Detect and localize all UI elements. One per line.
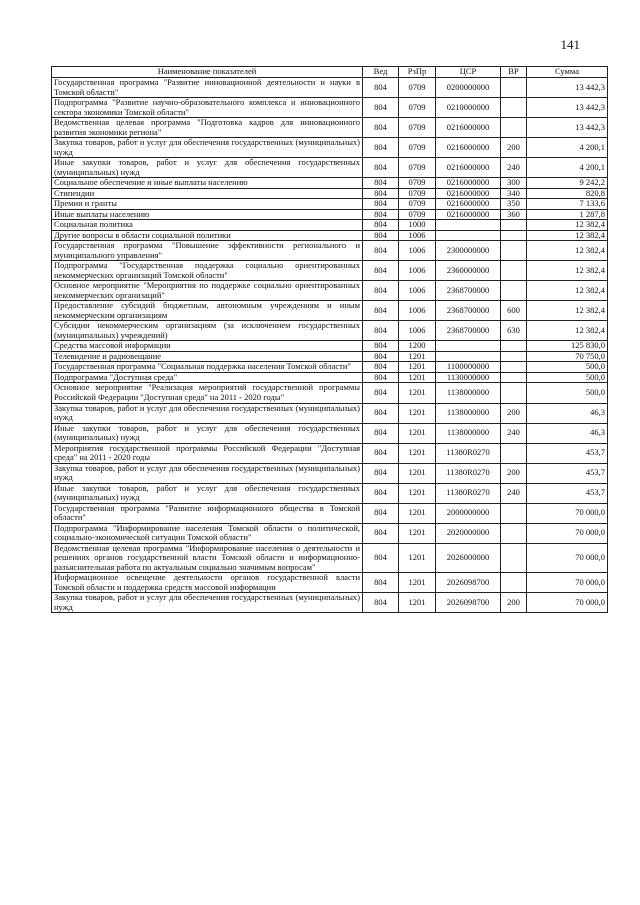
cell-sum: 70 000,0 xyxy=(527,503,608,523)
table-row xyxy=(52,543,608,573)
cell-name: Подпрограмма "Информирование населения Томской области о политической, социально-экономической ситуации Томской области" xyxy=(52,523,363,543)
cell-vr xyxy=(501,543,527,573)
cell-csr xyxy=(436,341,501,352)
cell-rzpr: 1201 xyxy=(399,573,436,593)
cell-vr xyxy=(501,383,527,403)
cell-sum: 46,3 xyxy=(527,403,608,423)
cell-name: Иные закупки товаров, работ и услуг для обеспечения государственных (муниципальных) нужд xyxy=(52,158,363,178)
cell-vr xyxy=(501,362,527,373)
table-row xyxy=(52,301,608,321)
cell-rzpr: 1006 xyxy=(399,241,436,261)
cell-name: Субсидии некоммерческим организациям (за исключением государственных (муниципальных) учреждений) xyxy=(52,321,363,341)
cell-csr: 0216000000 xyxy=(436,188,501,199)
table-row xyxy=(52,573,608,593)
cell-rzpr: 1201 xyxy=(399,593,436,613)
cell-ved: 804 xyxy=(363,593,399,613)
cell-sum: 13 442,3 xyxy=(527,78,608,98)
cell-sum: 453,7 xyxy=(527,463,608,483)
cell-csr: 0216000000 xyxy=(436,178,501,189)
cell-csr: 0216000000 xyxy=(436,199,501,210)
cell-vr: 200 xyxy=(501,593,527,613)
cell-rzpr: 1201 xyxy=(399,351,436,362)
header-sum: Сумма xyxy=(527,67,608,78)
cell-name: Иные закупки товаров, работ и услуг для обеспечения государственных (муниципальных) нужд xyxy=(52,483,363,503)
cell-name: Телевидение и радиовещание xyxy=(52,351,363,362)
cell-vr xyxy=(501,443,527,463)
cell-rzpr: 0709 xyxy=(399,118,436,138)
cell-rzpr: 1006 xyxy=(399,301,436,321)
cell-rzpr: 1006 xyxy=(399,281,436,301)
cell-sum: 453,7 xyxy=(527,443,608,463)
cell-sum: 70 000,0 xyxy=(527,523,608,543)
cell-sum: 12 382,4 xyxy=(527,220,608,231)
cell-rzpr: 1000 xyxy=(399,220,436,231)
cell-name: Информационное освещение деятельности органов государственной власти Томской области и поддержка средств массовой информации xyxy=(52,573,363,593)
cell-name: Социальная политика xyxy=(52,220,363,231)
cell-rzpr: 0709 xyxy=(399,138,436,158)
cell-csr xyxy=(436,230,501,241)
cell-sum: 70 000,0 xyxy=(527,573,608,593)
cell-csr: 11380R0270 xyxy=(436,483,501,503)
cell-vr: 340 xyxy=(501,188,527,199)
cell-csr: 0216000000 xyxy=(436,158,501,178)
cell-sum: 500,0 xyxy=(527,383,608,403)
cell-csr: 0216000000 xyxy=(436,138,501,158)
cell-csr: 11380R0270 xyxy=(436,443,501,463)
cell-csr: 2300000000 xyxy=(436,241,501,261)
cell-vr: 200 xyxy=(501,138,527,158)
cell-vr: 600 xyxy=(501,301,527,321)
cell-csr: 0216000000 xyxy=(436,209,501,220)
cell-vr xyxy=(501,241,527,261)
cell-vr xyxy=(501,230,527,241)
cell-ved: 804 xyxy=(363,503,399,523)
cell-rzpr: 0709 xyxy=(399,199,436,210)
cell-rzpr: 1201 xyxy=(399,503,436,523)
cell-sum: 12 382,4 xyxy=(527,261,608,281)
cell-ved: 804 xyxy=(363,403,399,423)
cell-sum: 4 200,1 xyxy=(527,138,608,158)
cell-name: Государственная программа "Повышение эффективности регионального и муниципального управления" xyxy=(52,241,363,261)
table-row xyxy=(52,178,608,189)
table-row xyxy=(52,209,608,220)
cell-sum: 500,0 xyxy=(527,362,608,373)
cell-rzpr: 1201 xyxy=(399,443,436,463)
table-row xyxy=(52,281,608,301)
table-row xyxy=(52,593,608,613)
cell-name: Государственная программа "Развитие информационного общества в Томской области" xyxy=(52,503,363,523)
cell-name: Закупка товаров, работ и услуг для обеспечения государственных (муниципальных) нужд xyxy=(52,403,363,423)
cell-ved: 804 xyxy=(363,341,399,352)
table-row xyxy=(52,423,608,443)
cell-ved: 804 xyxy=(363,220,399,231)
cell-vr xyxy=(501,503,527,523)
cell-ved: 804 xyxy=(363,483,399,503)
header-ved: Вед xyxy=(363,67,399,78)
cell-rzpr: 0709 xyxy=(399,188,436,199)
table-row xyxy=(52,321,608,341)
cell-ved: 804 xyxy=(363,98,399,118)
cell-rzpr: 1006 xyxy=(399,230,436,241)
cell-rzpr: 1201 xyxy=(399,543,436,573)
cell-ved: 804 xyxy=(363,443,399,463)
cell-sum: 70 000,0 xyxy=(527,593,608,613)
cell-sum: 12 382,4 xyxy=(527,321,608,341)
cell-csr: 1130000000 xyxy=(436,372,501,383)
cell-ved: 804 xyxy=(363,372,399,383)
cell-sum: 9 242,2 xyxy=(527,178,608,189)
cell-csr: 1138000000 xyxy=(436,403,501,423)
cell-rzpr: 0709 xyxy=(399,98,436,118)
cell-ved: 804 xyxy=(363,118,399,138)
cell-csr: 2026098700 xyxy=(436,573,501,593)
cell-ved: 804 xyxy=(363,209,399,220)
cell-csr: 0210000000 xyxy=(436,98,501,118)
cell-csr: 1138000000 xyxy=(436,423,501,443)
cell-name: Другие вопросы в области социальной политики xyxy=(52,230,363,241)
cell-ved: 804 xyxy=(363,543,399,573)
cell-rzpr: 1006 xyxy=(399,321,436,341)
table-row xyxy=(52,138,608,158)
cell-vr: 300 xyxy=(501,178,527,189)
cell-vr: 200 xyxy=(501,463,527,483)
cell-ved: 804 xyxy=(363,351,399,362)
cell-name: Подпрограмма "Развитие научно-образовательного комплекса и инновационного сектора экономики Томской области" xyxy=(52,98,363,118)
cell-name: Иные закупки товаров, работ и услуг для обеспечения государственных (муниципальных) нужд xyxy=(52,423,363,443)
cell-ved: 804 xyxy=(363,301,399,321)
table-row xyxy=(52,78,608,98)
cell-sum: 820,8 xyxy=(527,188,608,199)
cell-ved: 804 xyxy=(363,199,399,210)
cell-ved: 804 xyxy=(363,138,399,158)
cell-name: Основное мероприятие "Реализация мероприятий государственной программы Российской Федерации "Доступная среда" на 2011 - 2020 годы" xyxy=(52,383,363,403)
cell-rzpr: 1006 xyxy=(399,261,436,281)
cell-name: Закупка товаров, работ и услуг для обеспечения государственных (муниципальных) нужд xyxy=(52,138,363,158)
cell-vr: 350 xyxy=(501,199,527,210)
cell-name: Иные выплаты населению xyxy=(52,209,363,220)
cell-name: Подпрограмма "Государственная поддержка социально ориентированных некоммерческих организаций Томской области" xyxy=(52,261,363,281)
cell-vr xyxy=(501,261,527,281)
cell-vr xyxy=(501,523,527,543)
cell-vr xyxy=(501,573,527,593)
cell-name: Предоставление субсидий бюджетным, автономным учреждениям и иным некоммерческим организациям xyxy=(52,301,363,321)
cell-sum: 125 830,0 xyxy=(527,341,608,352)
cell-name: Средства массовой информации xyxy=(52,341,363,352)
cell-rzpr: 1201 xyxy=(399,423,436,443)
cell-name: Ведомственная целевая программа "Подготовка кадров для инновационного развития экономики региона" xyxy=(52,118,363,138)
header-csr: ЦСР xyxy=(436,67,501,78)
table-row xyxy=(52,463,608,483)
cell-sum: 13 442,3 xyxy=(527,118,608,138)
cell-vr: 240 xyxy=(501,483,527,503)
table-row xyxy=(52,261,608,281)
cell-vr: 360 xyxy=(501,209,527,220)
cell-name: Мероприятия государственной программы Российской Федерации "Доступная среда" на 2011 - 2020 годы xyxy=(52,443,363,463)
cell-sum: 46,3 xyxy=(527,423,608,443)
cell-csr: 2026000000 xyxy=(436,543,501,573)
cell-name: Государственная программа "Развитие инновационной деятельности и науки в Томской области" xyxy=(52,78,363,98)
cell-ved: 804 xyxy=(363,158,399,178)
cell-vr xyxy=(501,98,527,118)
table-row xyxy=(52,372,608,383)
cell-sum: 12 382,4 xyxy=(527,230,608,241)
table-row xyxy=(52,351,608,362)
table-row xyxy=(52,503,608,523)
cell-csr: 2000000000 xyxy=(436,503,501,523)
table-header-row xyxy=(52,67,608,78)
cell-csr xyxy=(436,220,501,231)
cell-sum: 12 382,4 xyxy=(527,301,608,321)
cell-rzpr: 1201 xyxy=(399,372,436,383)
table-row xyxy=(52,158,608,178)
cell-vr xyxy=(501,351,527,362)
cell-csr: 2368700000 xyxy=(436,301,501,321)
table-row xyxy=(52,230,608,241)
cell-sum: 12 382,4 xyxy=(527,281,608,301)
table-row xyxy=(52,443,608,463)
cell-csr: 0200000000 xyxy=(436,78,501,98)
cell-ved: 804 xyxy=(363,423,399,443)
cell-name: Государственная программа "Социальная поддержка населения Томской области" xyxy=(52,362,363,373)
cell-vr: 240 xyxy=(501,158,527,178)
cell-rzpr: 1201 xyxy=(399,463,436,483)
cell-vr: 630 xyxy=(501,321,527,341)
table-row xyxy=(52,118,608,138)
header-rzpr: РзПр xyxy=(399,67,436,78)
cell-sum: 500,0 xyxy=(527,372,608,383)
cell-csr: 1100000000 xyxy=(436,362,501,373)
cell-vr xyxy=(501,372,527,383)
cell-rzpr: 0709 xyxy=(399,209,436,220)
cell-rzpr: 0709 xyxy=(399,78,436,98)
cell-name: Социальное обеспечение и иные выплаты населению xyxy=(52,178,363,189)
budget-table xyxy=(51,66,608,613)
table-row xyxy=(52,241,608,261)
cell-vr xyxy=(501,281,527,301)
cell-ved: 804 xyxy=(363,573,399,593)
cell-sum: 7 133,6 xyxy=(527,199,608,210)
table-row xyxy=(52,483,608,503)
cell-sum: 4 200,1 xyxy=(527,158,608,178)
cell-name: Ведомственная целевая программа "Информирование населения о деятельности и решениях органов государственной власти Томской области и информационно-разъяснительная работа по актуальным социально значимым вопросам" xyxy=(52,543,363,573)
cell-csr: 11380R0270 xyxy=(436,463,501,483)
header-name: Наименование показателей xyxy=(52,67,363,78)
cell-rzpr: 0709 xyxy=(399,178,436,189)
table-row xyxy=(52,220,608,231)
cell-rzpr: 0709 xyxy=(399,158,436,178)
table-row xyxy=(52,199,608,210)
cell-rzpr: 1201 xyxy=(399,362,436,373)
cell-ved: 804 xyxy=(363,261,399,281)
cell-csr xyxy=(436,351,501,362)
table-row xyxy=(52,362,608,373)
cell-sum: 70 000,0 xyxy=(527,543,608,573)
cell-vr xyxy=(501,341,527,352)
cell-rzpr: 1201 xyxy=(399,523,436,543)
cell-vr xyxy=(501,118,527,138)
table-row xyxy=(52,98,608,118)
cell-ved: 804 xyxy=(363,178,399,189)
cell-ved: 804 xyxy=(363,78,399,98)
cell-rzpr: 1201 xyxy=(399,383,436,403)
cell-sum: 453,7 xyxy=(527,483,608,503)
table-row xyxy=(52,188,608,199)
cell-ved: 804 xyxy=(363,463,399,483)
cell-ved: 804 xyxy=(363,383,399,403)
cell-csr: 2368700000 xyxy=(436,321,501,341)
cell-name: Подпрограмма "Доступная среда" xyxy=(52,372,363,383)
cell-sum: 70 750,0 xyxy=(527,351,608,362)
cell-sum: 1 287,8 xyxy=(527,209,608,220)
cell-csr: 2368700000 xyxy=(436,281,501,301)
cell-ved: 804 xyxy=(363,230,399,241)
cell-ved: 804 xyxy=(363,523,399,543)
cell-csr: 2360000000 xyxy=(436,261,501,281)
cell-ved: 804 xyxy=(363,321,399,341)
table-row xyxy=(52,523,608,543)
cell-name: Закупка товаров, работ и услуг для обеспечения государственных (муниципальных) нужд xyxy=(52,463,363,483)
cell-name: Основное мероприятие "Мероприятия по поддержке социально ориентированных некоммерческих организаций" xyxy=(52,281,363,301)
cell-rzpr: 1201 xyxy=(399,483,436,503)
cell-ved: 804 xyxy=(363,188,399,199)
cell-vr xyxy=(501,220,527,231)
cell-rzpr: 1200 xyxy=(399,341,436,352)
header-vr: ВР xyxy=(501,67,527,78)
table-row xyxy=(52,341,608,352)
cell-vr: 240 xyxy=(501,423,527,443)
cell-sum: 12 382,4 xyxy=(527,241,608,261)
cell-name: Премии и гранты xyxy=(52,199,363,210)
cell-csr: 2026098700 xyxy=(436,593,501,613)
page-number: 141 xyxy=(560,37,580,52)
cell-vr: 200 xyxy=(501,403,527,423)
cell-csr: 1138000000 xyxy=(436,383,501,403)
cell-ved: 804 xyxy=(363,241,399,261)
cell-sum: 13 442,3 xyxy=(527,98,608,118)
cell-ved: 804 xyxy=(363,362,399,373)
cell-rzpr: 1201 xyxy=(399,403,436,423)
cell-name: Стипендии xyxy=(52,188,363,199)
table-row xyxy=(52,403,608,423)
cell-ved: 804 xyxy=(363,281,399,301)
cell-csr: 2020000000 xyxy=(436,523,501,543)
table-row xyxy=(52,383,608,403)
cell-vr xyxy=(501,78,527,98)
cell-name: Закупка товаров, работ и услуг для обеспечения государственных (муниципальных) нужд xyxy=(52,593,363,613)
cell-csr: 0216000000 xyxy=(436,118,501,138)
